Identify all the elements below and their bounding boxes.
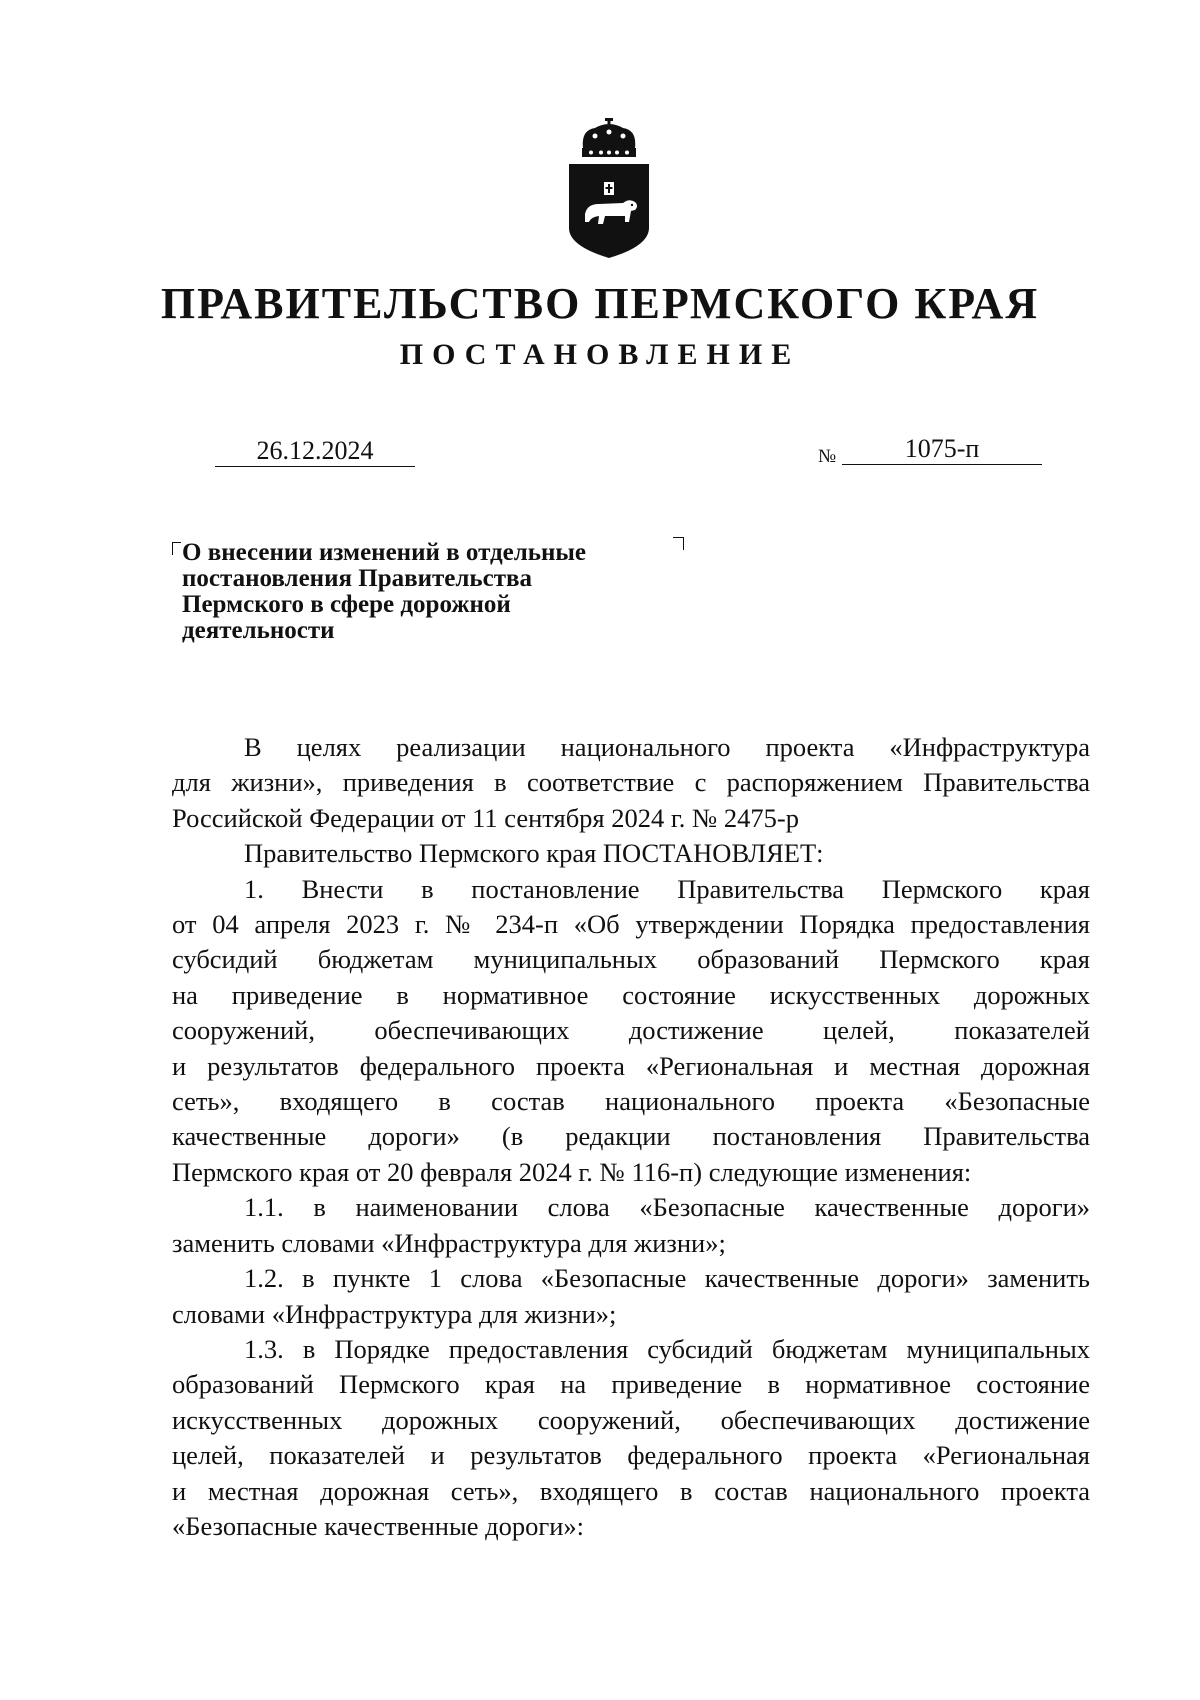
body-line: Правительство Пермского края ПОСТАНОВЛЯЕТ:: [244, 838, 824, 869]
subject-line: деятельности: [182, 617, 335, 644]
document-type: ПОСТАНОВЛЕНИЕ: [399, 338, 801, 371]
body-line: сеть», входящего в состав национального проекта «Безопасные: [172, 1086, 1090, 1117]
body-line: на приведение в нормативное состояние искусственных дорожных: [172, 979, 1090, 1010]
body-line: сооружений, обеспечивающих достижение целей, показателей: [172, 1015, 1090, 1046]
number-sign: №: [818, 446, 837, 467]
body-line: качественные дороги» (в редакции постановления Правительства: [172, 1121, 1090, 1152]
coat-of-arms-icon: [565, 118, 653, 260]
body-paragraph: [172, 1190, 1090, 1261]
body-paragraph: [172, 1332, 1090, 1544]
body-line: искусственных дорожных сооружений, обеспечивающих достижение: [172, 1404, 1090, 1435]
body-paragraph: [172, 836, 1090, 871]
body-line: целей, показателей и результатов федерального проекта «Региональная: [172, 1440, 1090, 1471]
document-body: [172, 730, 1090, 1544]
organization-title: ПРАВИТЕЛЬСТВО ПЕРМСКОГО КРАЯ: [160, 279, 1040, 328]
body-line: образований Пермского края на приведение в нормативное состояние: [172, 1369, 1090, 1400]
body-line: и местная дорожная сеть», входящего в состав национального проекта: [172, 1475, 1090, 1506]
body-line: словами «Инфраструктура для жизни»;: [172, 1298, 617, 1329]
body-line: от 04 апреля 2023 г. № 234-п «Об утверждении Порядка предоставления: [172, 909, 1090, 940]
subject-bracket-left: [172, 542, 181, 555]
document-date: 26.12.2024: [215, 436, 415, 467]
body-line: и результатов федерального проекта «Региональная и местная дорожная: [172, 1050, 1090, 1081]
body-line: для жизни», приведения в соответствие с распоряжением Правительства: [172, 767, 1090, 798]
body-line: субсидий бюджетам муниципальных образований Пермского края: [172, 944, 1090, 975]
body-line: 1.3. в Порядке предоставления субсидий бюджетам муниципальных: [244, 1333, 1090, 1364]
body-line: Российской Федерации от 11 сентября 2024 г. № 2475-р: [172, 802, 799, 833]
body-line: В целях реализации национального проекта «Инфраструктура: [244, 732, 1090, 762]
body-line: Пермского края от 20 февраля 2024 г. № 116-п) следующие изменения:: [172, 1156, 972, 1187]
body-line: 1.2. в пункте 1 слова «Безопасные качественные дороги» заменить: [244, 1263, 1090, 1294]
subject-line: О внесении изменений в отдельные: [182, 539, 587, 566]
subject-line: постановления Правительства: [182, 565, 532, 592]
subject-line: Пермского в сфере дорожной: [182, 591, 511, 618]
body-line: 1.1. в наименовании слова «Безопасные качественные дороги»: [244, 1192, 1090, 1223]
body-line: заменить словами «Инфраструктура для жизни»;: [172, 1227, 726, 1258]
body-paragraph: [172, 730, 1090, 836]
body-line: 1. Внести в постановление Правительства Пермского края: [244, 873, 1090, 904]
document-number: 1075-п: [842, 434, 1042, 465]
document-subject: [182, 540, 662, 644]
body-paragraph: [172, 1261, 1090, 1332]
body-line: «Безопасные качественные дороги»:: [172, 1510, 585, 1541]
subject-bracket-right: [673, 537, 684, 550]
body-paragraph: [172, 872, 1090, 1191]
